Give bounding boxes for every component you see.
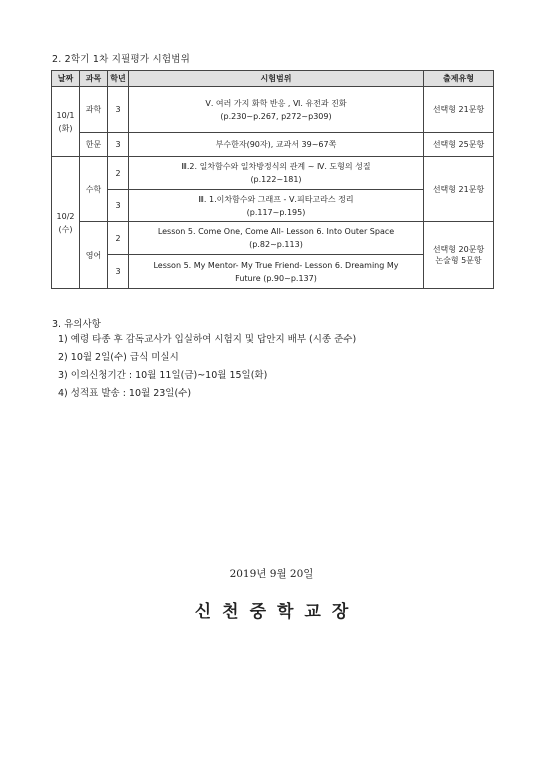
list-item: 3) 이의신청기간 : 10월 11일(금)~10월 15일(화): [58, 370, 268, 381]
list-item: 2) 10월 2일(수) 급식 미실시: [58, 352, 179, 363]
table-header-row: [52, 71, 494, 87]
grade-cell: 2: [108, 157, 129, 190]
grade-cell: 3: [108, 190, 129, 222]
type-cell: 선택형 21문항: [424, 157, 494, 222]
list-item: 4) 성적표 발송 : 10월 23일(수): [58, 388, 192, 399]
section-3-title: 3. 유의사항: [52, 319, 101, 330]
range-cell: Lesson 5. My Mentor- My True Friend- Lesson 6. Dreaming My Future (p.90~p.137): [129, 255, 424, 289]
date-cell: 10/1 (화): [52, 87, 80, 157]
subject-cell: 영어: [80, 222, 108, 289]
subject-cell: 한문: [80, 133, 108, 157]
exam-schedule-table: [51, 70, 494, 289]
section-2-title: 2. 2학기 1차 지필평가 시험범위: [52, 54, 190, 65]
table-row: [52, 222, 494, 255]
list-item: 1) 예령 타종 후 감독교사가 입실하여 시험지 및 답안지 배부 (시종 준수): [58, 334, 357, 345]
school-principal-signature: 신천중학교장: [194, 602, 360, 622]
subject-cell: 과학: [80, 87, 108, 133]
header-subject: 과목: [80, 71, 108, 87]
header-grade: 학년: [108, 71, 129, 87]
table-row: [52, 87, 494, 133]
range-cell: Ⅴ. 여러 가지 화학 반응 , Ⅵ. 유전과 진화 (p.230~p.267, p272~p309): [129, 87, 424, 133]
grade-cell: 3: [108, 133, 129, 157]
type-cell: 선택형 21문항: [424, 87, 494, 133]
table-row: [52, 133, 494, 157]
document-date: 2019년 9월 20일: [229, 568, 314, 580]
header-type: 출제유형: [424, 71, 494, 87]
grade-cell: 2: [108, 222, 129, 255]
range-cell: Ⅲ.2. 일차함수와 일차방정식의 관계 ~ Ⅳ. 도형의 성질 (p.122~181): [129, 157, 424, 190]
range-cell: Ⅲ. 1.이차함수와 그래프 - Ⅴ.피타고라스 정리 (p.117~p.195): [129, 190, 424, 222]
table-row: [52, 157, 494, 190]
header-date: 날짜: [52, 71, 80, 87]
date-cell: 10/2 (수): [52, 157, 80, 289]
notes-list: [58, 331, 356, 403]
subject-cell: 수학: [80, 157, 108, 222]
grade-cell: 3: [108, 255, 129, 289]
range-cell: 부수한자(90자), 교과서 39~67쪽: [129, 133, 424, 157]
range-cell: Lesson 5. Come One, Come All- Lesson 6. Into Outer Space (p.82~p.113): [129, 222, 424, 255]
type-cell: 선택형 25문항: [424, 133, 494, 157]
header-range: 시험범위: [129, 71, 424, 87]
grade-cell: 3: [108, 87, 129, 133]
type-cell: 선택형 20문항 논술형 5문항: [424, 222, 494, 289]
